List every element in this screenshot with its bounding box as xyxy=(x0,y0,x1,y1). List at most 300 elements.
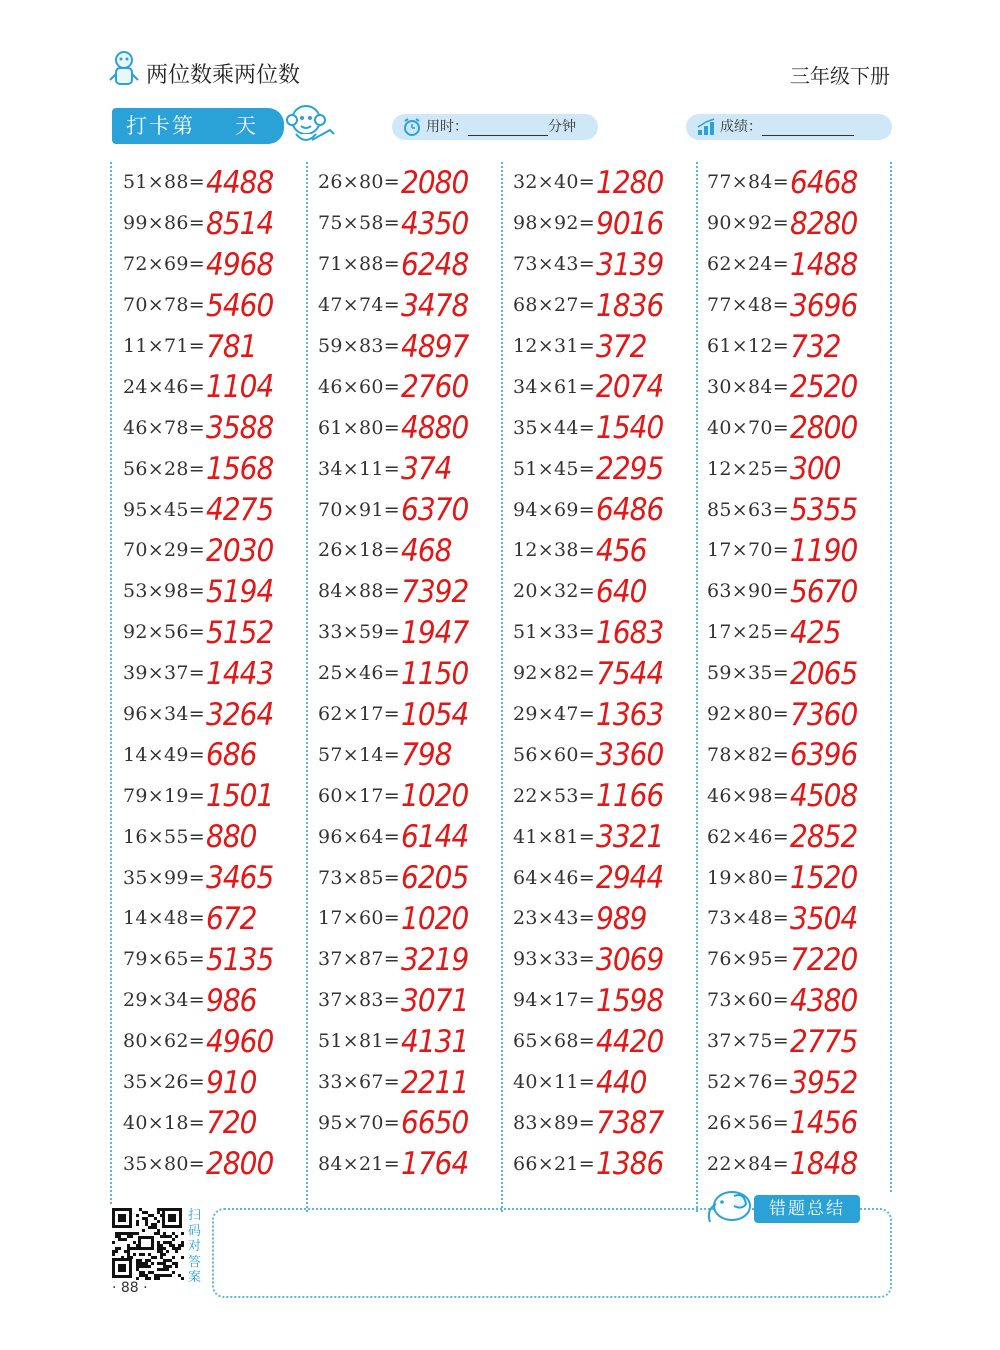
handwritten-answer: 1166 xyxy=(596,777,664,815)
handwritten-answer: 1104 xyxy=(206,368,274,406)
handwritten-answer: 3071 xyxy=(401,981,469,1019)
problem-question: 35×99= xyxy=(123,866,205,889)
problem-row xyxy=(318,489,508,530)
problem-row xyxy=(123,694,313,735)
handwritten-answer: 1848 xyxy=(790,1145,858,1183)
handwritten-answer: 8514 xyxy=(206,204,274,242)
handwritten-answer: 7544 xyxy=(596,654,664,692)
handwritten-answer: 1598 xyxy=(596,981,664,1019)
problem-question: 95×45= xyxy=(123,498,205,521)
problem-question: 79×19= xyxy=(123,784,205,807)
problem-row xyxy=(513,612,703,653)
problem-row xyxy=(318,285,508,326)
problem-row xyxy=(513,326,703,367)
problem-row xyxy=(707,244,897,285)
handwritten-answer: 6144 xyxy=(401,818,469,856)
problem-question: 12×25= xyxy=(707,457,789,480)
problem-question: 26×56= xyxy=(707,1111,789,1134)
score-label: 成绩： xyxy=(720,119,762,135)
handwritten-answer: 4380 xyxy=(790,981,858,1019)
problem-question: 73×60= xyxy=(707,989,789,1012)
problem-row xyxy=(123,326,313,367)
problem-question: 65×68= xyxy=(513,1030,595,1053)
problem-row xyxy=(513,162,703,203)
handwritten-answer: 4880 xyxy=(401,409,469,447)
handwritten-answer: 3069 xyxy=(596,940,664,978)
handwritten-answer: 5135 xyxy=(206,940,274,978)
handwritten-answer: 1386 xyxy=(596,1145,664,1183)
handwritten-answer: 7220 xyxy=(790,940,858,978)
handwritten-answer: 5460 xyxy=(206,286,274,324)
problem-question: 12×31= xyxy=(513,335,595,357)
checkin-prefix: 打卡第 xyxy=(126,114,195,138)
checkin-suffix: 天 xyxy=(235,114,258,138)
problem-row xyxy=(707,980,897,1021)
problem-row xyxy=(318,571,508,612)
problem-question: 37×75= xyxy=(707,1030,789,1053)
problem-question: 92×82= xyxy=(513,662,595,685)
problem-row xyxy=(318,939,508,980)
problem-row xyxy=(707,694,897,735)
problem-question: 51×45= xyxy=(513,457,595,480)
problem-row xyxy=(707,612,897,653)
problem-question: 96×34= xyxy=(123,703,205,726)
handwritten-answer: 989 xyxy=(596,899,647,937)
problem-row xyxy=(513,571,703,612)
handwritten-answer: 5194 xyxy=(206,572,274,610)
handwritten-answer: 1764 xyxy=(401,1145,469,1183)
problem-row xyxy=(318,898,508,939)
problem-row xyxy=(707,571,897,612)
problem-row xyxy=(318,162,508,203)
problem-row xyxy=(123,734,313,775)
problem-column-4 xyxy=(707,162,897,1184)
problem-row xyxy=(123,1143,313,1184)
problem-row xyxy=(318,326,508,367)
handwritten-answer: 8280 xyxy=(790,204,858,242)
problem-row xyxy=(318,857,508,898)
problem-question: 61×80= xyxy=(318,416,400,439)
problem-question: 70×29= xyxy=(123,539,205,562)
problem-question: 66×21= xyxy=(513,1152,595,1175)
handwritten-answer: 5355 xyxy=(790,491,858,529)
problem-row xyxy=(318,734,508,775)
checkin-banner xyxy=(112,108,284,144)
handwritten-answer: 1456 xyxy=(790,1104,858,1142)
problem-row xyxy=(513,407,703,448)
problem-question: 68×27= xyxy=(513,294,595,317)
handwritten-answer: 3139 xyxy=(596,245,664,283)
score-field xyxy=(686,114,892,140)
problem-question: 51×33= xyxy=(513,621,595,644)
problem-row xyxy=(123,857,313,898)
handwritten-answer: 4488 xyxy=(206,163,274,201)
problem-question: 17×70= xyxy=(707,539,789,562)
handwritten-answer: 7387 xyxy=(596,1104,664,1142)
handwritten-answer: 2030 xyxy=(206,531,274,569)
handwritten-answer: 6650 xyxy=(401,1104,469,1142)
problem-row xyxy=(123,244,313,285)
problem-question: 63×90= xyxy=(707,580,789,603)
problem-question: 24×46= xyxy=(123,375,205,398)
problem-question: 32×40= xyxy=(513,171,595,194)
handwritten-answer: 3360 xyxy=(596,736,664,774)
handwritten-answer: 9016 xyxy=(596,204,664,242)
handwritten-answer: 1520 xyxy=(790,859,858,897)
problem-question: 78×82= xyxy=(707,743,789,766)
handwritten-answer: 300 xyxy=(790,450,841,488)
handwritten-answer: 456 xyxy=(596,531,647,569)
problem-row xyxy=(707,1143,897,1184)
handwritten-answer: 2852 xyxy=(790,818,858,856)
problem-question: 98×92= xyxy=(513,212,595,235)
handwritten-answer: 374 xyxy=(401,450,452,488)
handwritten-answer: 2800 xyxy=(790,409,858,447)
problem-row xyxy=(123,366,313,407)
handwritten-answer: 4897 xyxy=(401,327,469,365)
problem-row xyxy=(513,448,703,489)
handwritten-answer: 1280 xyxy=(596,163,664,201)
handwritten-answer: 1501 xyxy=(206,777,274,815)
handwritten-answer: 7392 xyxy=(401,572,469,610)
score-input-blank[interactable] xyxy=(762,119,854,136)
handwritten-answer: 2520 xyxy=(790,368,858,406)
problem-row xyxy=(318,612,508,653)
handwritten-answer: 1020 xyxy=(401,777,469,815)
problem-question: 84×21= xyxy=(318,1152,400,1175)
handwritten-answer: 781 xyxy=(206,327,257,365)
handwritten-answer: 1443 xyxy=(206,654,274,692)
problem-row xyxy=(123,1102,313,1143)
problem-question: 83×89= xyxy=(513,1111,595,1134)
handwritten-answer: 2080 xyxy=(401,163,469,201)
handwritten-answer: 1054 xyxy=(401,695,469,733)
problem-row xyxy=(318,775,508,816)
handwritten-answer: 2295 xyxy=(596,450,664,488)
handwritten-answer: 468 xyxy=(401,531,452,569)
grade-label: 三年级下册 xyxy=(790,64,890,88)
problem-row xyxy=(123,448,313,489)
problem-question: 93×33= xyxy=(513,948,595,971)
problem-question: 22×84= xyxy=(707,1152,789,1175)
problem-question: 51×81= xyxy=(318,1030,400,1053)
problem-row xyxy=(513,734,703,775)
problem-question: 56×60= xyxy=(513,743,595,766)
qr-code-icon[interactable] xyxy=(110,1206,184,1280)
problem-question: 95×70= xyxy=(318,1111,400,1134)
problem-row xyxy=(707,1062,897,1103)
handwritten-answer: 4350 xyxy=(401,204,469,242)
problem-question: 51×88= xyxy=(123,171,205,194)
problem-question: 39×37= xyxy=(123,662,205,685)
problem-row xyxy=(707,1102,897,1143)
mascot-logo-icon xyxy=(108,50,140,90)
problem-row xyxy=(318,530,508,571)
handwritten-answer: 1568 xyxy=(206,450,274,488)
handwritten-answer: 425 xyxy=(790,613,841,651)
problem-row xyxy=(513,489,703,530)
problem-row xyxy=(513,775,703,816)
handwritten-answer: 3321 xyxy=(596,818,664,856)
problem-row xyxy=(123,775,313,816)
time-input-blank[interactable] xyxy=(468,119,548,136)
problem-row xyxy=(707,366,897,407)
problem-question: 75×58= xyxy=(318,212,400,235)
handwritten-answer: 3952 xyxy=(790,1063,858,1101)
problem-question: 57×14= xyxy=(318,743,400,766)
problem-question: 94×17= xyxy=(513,989,595,1012)
problem-question: 30×84= xyxy=(707,375,789,398)
time-field xyxy=(392,114,598,140)
problem-row xyxy=(707,530,897,571)
problem-question: 94×69= xyxy=(513,498,595,521)
handwritten-answer: 3478 xyxy=(401,286,469,324)
problem-row xyxy=(123,939,313,980)
problem-question: 23×43= xyxy=(513,907,595,930)
problem-question: 90×92= xyxy=(707,212,789,235)
bar-chart-icon xyxy=(696,118,718,136)
handwritten-answer: 732 xyxy=(790,327,841,365)
handwritten-answer: 1947 xyxy=(401,613,469,651)
problem-row xyxy=(123,489,313,530)
problem-question: 35×26= xyxy=(123,1071,205,1094)
problem-question: 61×12= xyxy=(707,335,789,357)
problem-row xyxy=(123,571,313,612)
problem-question: 79×65= xyxy=(123,948,205,971)
handwritten-answer: 2211 xyxy=(401,1063,469,1101)
column-divider xyxy=(110,162,112,1212)
problem-row xyxy=(123,980,313,1021)
problem-row xyxy=(707,162,897,203)
handwritten-answer: 1540 xyxy=(596,409,664,447)
problem-row xyxy=(513,653,703,694)
problem-row xyxy=(513,694,703,735)
problem-row xyxy=(707,407,897,448)
problem-question: 47×74= xyxy=(318,294,400,317)
handwritten-answer: 6486 xyxy=(596,491,664,529)
problem-question: 62×46= xyxy=(707,825,789,848)
problem-question: 53×98= xyxy=(123,580,205,603)
time-unit: 分钟 xyxy=(548,119,576,135)
handwritten-answer: 6370 xyxy=(401,491,469,529)
problem-row xyxy=(513,980,703,1021)
problem-row xyxy=(318,980,508,1021)
problem-row xyxy=(707,326,897,367)
mistake-summary-label: 错题总结 xyxy=(754,1195,860,1223)
problem-question: 11×71= xyxy=(123,335,205,357)
problem-row xyxy=(707,203,897,244)
problem-question: 85×63= xyxy=(707,498,789,521)
problem-question: 46×78= xyxy=(123,416,205,439)
problem-row xyxy=(513,1102,703,1143)
problem-question: 41×81= xyxy=(513,825,595,848)
handwritten-answer: 3264 xyxy=(206,695,274,733)
problem-question: 16×55= xyxy=(123,825,205,848)
problem-row xyxy=(318,1102,508,1143)
problem-question: 26×80= xyxy=(318,171,400,194)
handwritten-answer: 1488 xyxy=(790,245,858,283)
problem-question: 14×49= xyxy=(123,743,205,766)
handwritten-answer: 672 xyxy=(206,899,257,937)
handwritten-answer: 4420 xyxy=(596,1022,664,1060)
problem-row xyxy=(318,1143,508,1184)
problem-row xyxy=(123,407,313,448)
problem-question: 33×67= xyxy=(318,1071,400,1094)
problem-question: 22×53= xyxy=(513,784,595,807)
problem-row xyxy=(707,939,897,980)
handwritten-answer: 3696 xyxy=(790,286,858,324)
problem-row xyxy=(513,1062,703,1103)
handwritten-answer: 3504 xyxy=(790,899,858,937)
handwritten-answer: 2775 xyxy=(790,1022,858,1060)
problem-row xyxy=(707,653,897,694)
problem-question: 84×88= xyxy=(318,580,400,603)
problem-row xyxy=(318,244,508,285)
handwritten-answer: 4960 xyxy=(206,1022,274,1060)
elephant-icon xyxy=(704,1188,754,1230)
problem-row xyxy=(123,285,313,326)
handwritten-answer: 1363 xyxy=(596,695,664,733)
problem-question: 92×80= xyxy=(707,703,789,726)
problem-row xyxy=(123,162,313,203)
problem-row xyxy=(707,898,897,939)
handwritten-answer: 798 xyxy=(401,736,452,774)
handwritten-answer: 3219 xyxy=(401,940,469,978)
problem-row xyxy=(318,694,508,735)
problem-column-1 xyxy=(123,162,313,1184)
handwritten-answer: 5152 xyxy=(206,613,274,651)
handwritten-answer: 6396 xyxy=(790,736,858,774)
problem-question: 76×95= xyxy=(707,948,789,971)
handwritten-answer: 7360 xyxy=(790,695,858,733)
problem-column-3 xyxy=(513,162,703,1184)
handwritten-answer: 1683 xyxy=(596,613,664,651)
problem-column-2 xyxy=(318,162,508,1184)
problem-row xyxy=(318,816,508,857)
handwritten-answer: 3588 xyxy=(206,409,274,447)
problem-row xyxy=(513,285,703,326)
problem-row xyxy=(513,366,703,407)
handwritten-answer: 6248 xyxy=(401,245,469,283)
problem-question: 56×28= xyxy=(123,457,205,480)
problem-row xyxy=(707,489,897,530)
problem-question: 80×62= xyxy=(123,1030,205,1053)
problem-question: 59×83= xyxy=(318,335,400,357)
handwritten-answer: 372 xyxy=(596,327,647,365)
problem-row xyxy=(318,448,508,489)
problem-question: 35×44= xyxy=(513,416,595,439)
handwritten-answer: 4131 xyxy=(401,1022,469,1060)
problem-row xyxy=(513,857,703,898)
handwritten-answer: 880 xyxy=(206,818,257,856)
problem-question: 46×98= xyxy=(707,784,789,807)
problem-question: 20×32= xyxy=(513,580,595,603)
handwritten-answer: 2760 xyxy=(401,368,469,406)
handwritten-answer: 2065 xyxy=(790,654,858,692)
handwritten-answer: 440 xyxy=(596,1063,647,1101)
problem-row xyxy=(707,857,897,898)
problem-question: 70×91= xyxy=(318,498,400,521)
problem-row xyxy=(513,1021,703,1062)
handwritten-answer: 1836 xyxy=(596,286,664,324)
page-number: · 88 · xyxy=(112,1280,148,1296)
problem-row xyxy=(513,244,703,285)
problem-question: 14×48= xyxy=(123,907,205,930)
problem-row xyxy=(707,1021,897,1062)
problem-question: 59×35= xyxy=(707,662,789,685)
handwritten-answer: 3465 xyxy=(206,859,274,897)
problem-question: 73×85= xyxy=(318,866,400,889)
problem-row xyxy=(123,898,313,939)
problem-question: 52×76= xyxy=(707,1071,789,1094)
problem-question: 92×56= xyxy=(123,621,205,644)
handwritten-answer: 5670 xyxy=(790,572,858,610)
handwritten-answer: 4508 xyxy=(790,777,858,815)
problem-question: 37×83= xyxy=(318,989,400,1012)
worksheet-title: 两位数乘两位数 xyxy=(146,63,301,88)
time-label: 用时： xyxy=(426,119,468,135)
handwritten-answer: 2944 xyxy=(596,859,664,897)
problem-question: 12×38= xyxy=(513,539,595,562)
handwritten-answer: 1150 xyxy=(401,654,469,692)
problem-question: 73×43= xyxy=(513,253,595,276)
problem-question: 29×34= xyxy=(123,989,205,1012)
scan-for-answers-caption: 扫码对答案 xyxy=(188,1208,202,1285)
problem-row xyxy=(513,1143,703,1184)
handwritten-answer: 4968 xyxy=(206,245,274,283)
problem-question: 37×87= xyxy=(318,948,400,971)
problem-question: 62×24= xyxy=(707,253,789,276)
problem-question: 46×60= xyxy=(318,375,400,398)
handwritten-answer: 986 xyxy=(206,981,257,1019)
problem-question: 19×80= xyxy=(707,866,789,889)
problem-row xyxy=(123,816,313,857)
handwritten-answer: 2074 xyxy=(596,368,664,406)
handwritten-answer: 720 xyxy=(206,1104,257,1142)
problem-question: 72×69= xyxy=(123,253,205,276)
problem-row xyxy=(123,203,313,244)
problem-row xyxy=(123,612,313,653)
problem-row xyxy=(318,407,508,448)
problem-question: 34×11= xyxy=(318,457,400,480)
problem-row xyxy=(123,1021,313,1062)
problem-question: 62×17= xyxy=(318,703,400,726)
problem-question: 17×60= xyxy=(318,907,400,930)
problem-question: 35×80= xyxy=(123,1152,205,1175)
handwritten-answer: 910 xyxy=(206,1063,257,1101)
problem-question: 40×70= xyxy=(707,416,789,439)
problem-row xyxy=(707,285,897,326)
problem-question: 17×25= xyxy=(707,621,789,644)
problem-question: 77×84= xyxy=(707,171,789,194)
handwritten-answer: 640 xyxy=(596,572,647,610)
problem-question: 25×46= xyxy=(318,662,400,685)
problem-question: 71×88= xyxy=(318,253,400,276)
problem-row xyxy=(513,898,703,939)
handwritten-answer: 6205 xyxy=(401,859,469,897)
problem-question: 99×86= xyxy=(123,212,205,235)
problem-question: 40×18= xyxy=(123,1111,205,1134)
problem-question: 70×78= xyxy=(123,294,205,317)
handwritten-answer: 686 xyxy=(206,736,257,774)
problem-question: 77×48= xyxy=(707,294,789,317)
problem-question: 40×11= xyxy=(513,1071,595,1094)
handwritten-answer: 6468 xyxy=(790,163,858,201)
problem-row xyxy=(318,1021,508,1062)
problem-row xyxy=(513,816,703,857)
problem-row xyxy=(707,816,897,857)
monkey-mascot-icon xyxy=(282,100,338,148)
